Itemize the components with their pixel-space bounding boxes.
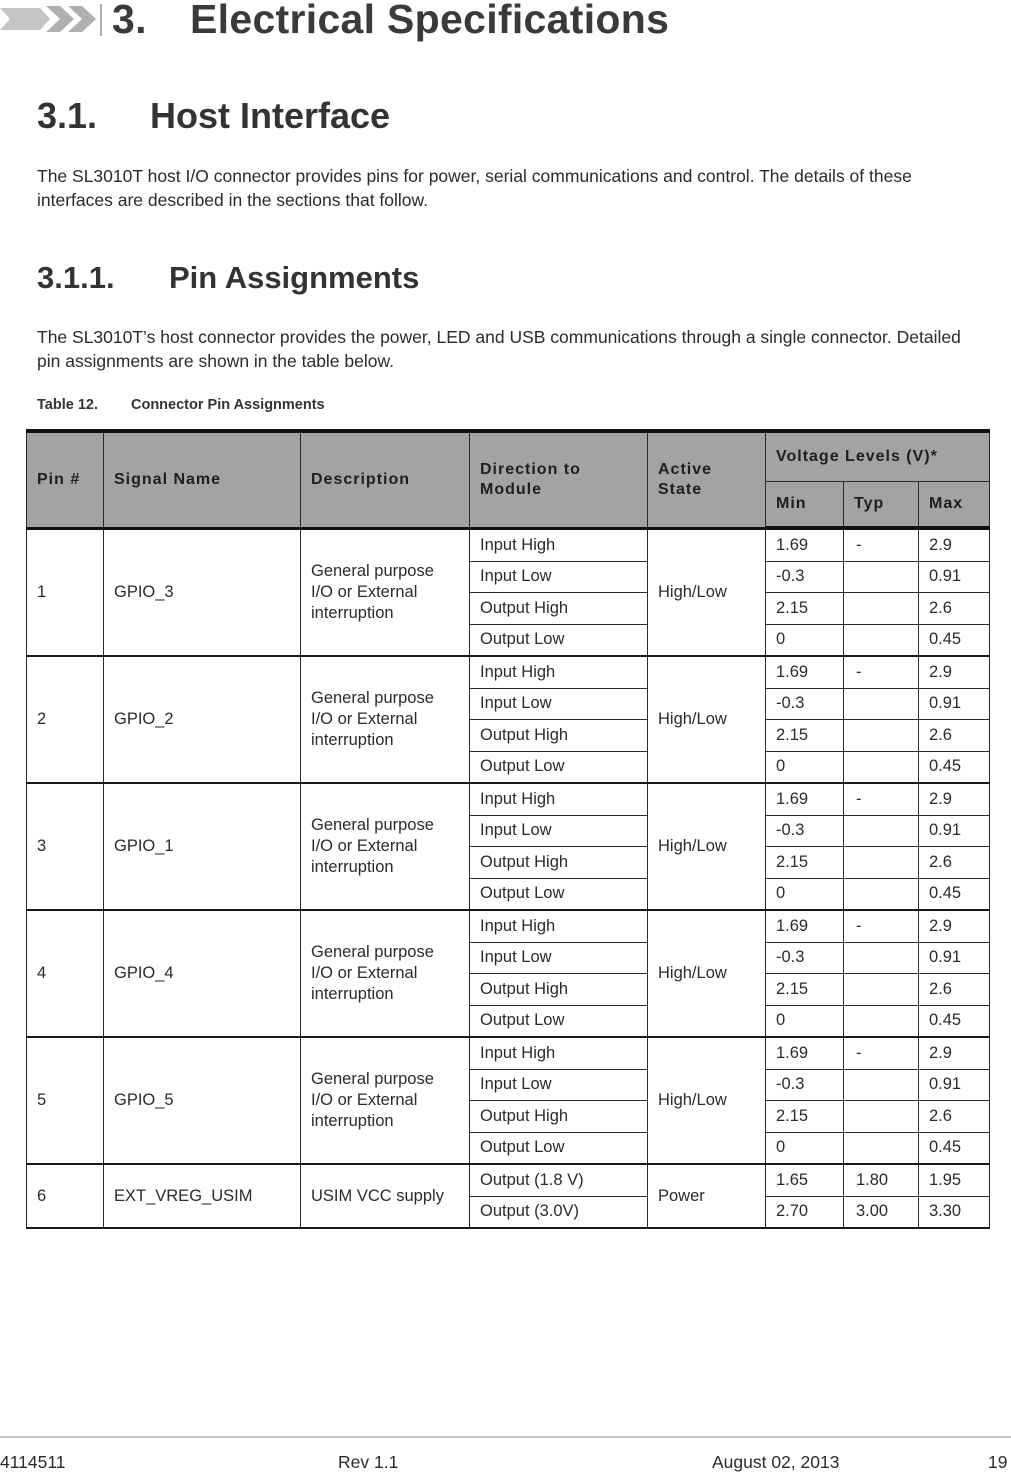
cell-max: 2.6 bbox=[919, 720, 990, 752]
cell-max: 0.91 bbox=[919, 561, 990, 593]
cell-direction: Output Low bbox=[470, 878, 648, 910]
cell-max: 0.45 bbox=[919, 1005, 990, 1037]
cell-active-state: Power bbox=[648, 1164, 766, 1228]
cell-direction: Output High bbox=[470, 847, 648, 879]
cell-min: 1.69 bbox=[766, 910, 844, 942]
chapter-title-text: Electrical Specifications bbox=[190, 0, 670, 42]
section-number: 3.1. bbox=[37, 95, 98, 136]
footer-doc-number: 4114511 bbox=[0, 1452, 66, 1472]
cell-typ bbox=[844, 1132, 919, 1164]
cell-direction: Output High bbox=[470, 593, 648, 625]
cell-typ bbox=[844, 815, 919, 847]
section-title bbox=[37, 95, 390, 137]
header-signal-name: Signal Name bbox=[104, 431, 301, 528]
cell-typ bbox=[844, 1069, 919, 1101]
cell-min: -0.3 bbox=[766, 688, 844, 720]
cell-active-state: High/Low bbox=[648, 910, 766, 1037]
connector-pin-table bbox=[26, 429, 990, 1229]
cell-active-state: High/Low bbox=[648, 1037, 766, 1164]
cell-min: -0.3 bbox=[766, 561, 844, 593]
cell-max: 2.9 bbox=[919, 910, 990, 942]
table-caption bbox=[37, 397, 325, 413]
cell-max: 0.45 bbox=[919, 878, 990, 910]
cell-typ: - bbox=[844, 783, 919, 815]
cell-description: General purpose I/O or External interruption bbox=[301, 656, 470, 783]
cell-max: 2.9 bbox=[919, 783, 990, 815]
table-row bbox=[27, 1037, 990, 1069]
cell-max: 1.95 bbox=[919, 1164, 990, 1196]
cell-typ bbox=[844, 942, 919, 974]
subsection-title bbox=[37, 260, 419, 296]
subsection-number: 3.1.1. bbox=[37, 260, 115, 295]
cell-direction: Input Low bbox=[470, 1069, 648, 1101]
cell-max: 2.9 bbox=[919, 528, 990, 561]
cell-signal-name: GPIO_4 bbox=[104, 910, 301, 1037]
cell-active-state: High/Low bbox=[648, 528, 766, 656]
cell-max: 0.45 bbox=[919, 751, 990, 783]
cell-max: 2.6 bbox=[919, 1101, 990, 1133]
cell-direction: Input Low bbox=[470, 688, 648, 720]
header-typ: Typ bbox=[844, 481, 919, 528]
chapter-number: 3. bbox=[112, 0, 147, 42]
cell-typ: - bbox=[844, 1037, 919, 1069]
cell-pin: 4 bbox=[27, 910, 104, 1037]
subsection-title-text: Pin Assignments bbox=[169, 260, 420, 295]
cell-direction: Output Low bbox=[470, 1005, 648, 1037]
cell-direction: Output (3.0V) bbox=[470, 1196, 648, 1228]
cell-signal-name: GPIO_3 bbox=[104, 528, 301, 656]
subsection-paragraph: The SL3010T’s host connector provides the power, LED and USB communications through a single connector. Detailed pin assignments are shown in the table below. bbox=[37, 327, 961, 371]
cell-max: 0.91 bbox=[919, 942, 990, 974]
table-caption-title: Connector Pin Assignments bbox=[131, 397, 325, 413]
cell-signal-name: GPIO_5 bbox=[104, 1037, 301, 1164]
cell-direction: Input High bbox=[470, 656, 648, 688]
cell-description: General purpose I/O or External interruption bbox=[301, 783, 470, 910]
cell-active-state: High/Low bbox=[648, 656, 766, 783]
header-active-state: Active State bbox=[648, 431, 766, 528]
cell-direction: Output (1.8 V) bbox=[470, 1164, 648, 1196]
table-row bbox=[27, 910, 990, 942]
cell-min: 1.69 bbox=[766, 528, 844, 561]
cell-min: 0 bbox=[766, 1132, 844, 1164]
header-description: Description bbox=[301, 431, 470, 528]
cell-description: General purpose I/O or External interruption bbox=[301, 910, 470, 1037]
cell-min: 0 bbox=[766, 1005, 844, 1037]
table-caption-label: Table 12. bbox=[37, 397, 98, 413]
cell-typ bbox=[844, 561, 919, 593]
cell-min: 1.69 bbox=[766, 783, 844, 815]
cell-typ bbox=[844, 720, 919, 752]
header-direction: Direction to Module bbox=[470, 431, 648, 528]
cell-typ bbox=[844, 624, 919, 656]
cell-min: 2.15 bbox=[766, 847, 844, 879]
cell-pin: 3 bbox=[27, 783, 104, 910]
cell-typ bbox=[844, 1101, 919, 1133]
cell-max: 2.9 bbox=[919, 656, 990, 688]
cell-direction: Input Low bbox=[470, 561, 648, 593]
cell-pin: 2 bbox=[27, 656, 104, 783]
cell-max: 0.91 bbox=[919, 1069, 990, 1101]
cell-min: 1.69 bbox=[766, 656, 844, 688]
cell-direction: Input High bbox=[470, 1037, 648, 1069]
cell-min: 2.15 bbox=[766, 1101, 844, 1133]
header-voltage-levels: Voltage Levels (V)* bbox=[766, 431, 990, 481]
cell-max: 2.9 bbox=[919, 1037, 990, 1069]
footer-date: August 02, 2013 bbox=[712, 1452, 840, 1472]
table-body bbox=[27, 528, 990, 1228]
cell-min: -0.3 bbox=[766, 815, 844, 847]
cell-description: USIM VCC supply bbox=[301, 1164, 470, 1228]
cell-min: 0 bbox=[766, 751, 844, 783]
chapter-title bbox=[112, 0, 669, 43]
cell-signal-name: EXT_VREG_USIM bbox=[104, 1164, 301, 1228]
footer-revision: Rev 1.1 bbox=[338, 1452, 399, 1472]
cell-typ: 3.00 bbox=[844, 1196, 919, 1228]
cell-direction: Output High bbox=[470, 1101, 648, 1133]
cell-direction: Input High bbox=[470, 528, 648, 561]
brand-chevron-logo-icon bbox=[0, 2, 104, 36]
cell-min: 2.15 bbox=[766, 720, 844, 752]
cell-min: 0 bbox=[766, 878, 844, 910]
footer-page-number: 19 bbox=[988, 1452, 1008, 1472]
cell-typ: 1.80 bbox=[844, 1164, 919, 1196]
cell-typ: - bbox=[844, 910, 919, 942]
cell-min: 1.69 bbox=[766, 1037, 844, 1069]
section-paragraph: The SL3010T host I/O connector provides pins for power, serial communications and control. The details of these interfaces are described in the sections that follow. bbox=[37, 166, 912, 210]
cell-direction: Output High bbox=[470, 720, 648, 752]
table-row bbox=[27, 528, 990, 561]
cell-pin: 6 bbox=[27, 1164, 104, 1228]
cell-direction: Input High bbox=[470, 910, 648, 942]
table-row bbox=[27, 783, 990, 815]
header-min: Min bbox=[766, 481, 844, 528]
cell-pin: 5 bbox=[27, 1037, 104, 1164]
cell-min: 2.15 bbox=[766, 593, 844, 625]
cell-typ bbox=[844, 878, 919, 910]
cell-pin: 1 bbox=[27, 528, 104, 656]
cell-max: 0.45 bbox=[919, 1132, 990, 1164]
cell-typ bbox=[844, 1005, 919, 1037]
cell-max: 2.6 bbox=[919, 593, 990, 625]
cell-signal-name: GPIO_1 bbox=[104, 783, 301, 910]
cell-max: 0.45 bbox=[919, 624, 990, 656]
section-title-text: Host Interface bbox=[150, 95, 391, 136]
cell-min: -0.3 bbox=[766, 1069, 844, 1101]
cell-typ bbox=[844, 974, 919, 1006]
cell-min: -0.3 bbox=[766, 942, 844, 974]
cell-direction: Output Low bbox=[470, 624, 648, 656]
cell-min: 0 bbox=[766, 624, 844, 656]
cell-description: General purpose I/O or External interruption bbox=[301, 528, 470, 656]
cell-min: 2.70 bbox=[766, 1196, 844, 1228]
cell-direction: Output Low bbox=[470, 751, 648, 783]
cell-max: 0.91 bbox=[919, 688, 990, 720]
cell-direction: Input Low bbox=[470, 815, 648, 847]
cell-description: General purpose I/O or External interruption bbox=[301, 1037, 470, 1164]
cell-direction: Output Low bbox=[470, 1132, 648, 1164]
cell-typ bbox=[844, 847, 919, 879]
cell-min: 1.65 bbox=[766, 1164, 844, 1196]
table-row bbox=[27, 656, 990, 688]
cell-typ: - bbox=[844, 528, 919, 561]
cell-typ bbox=[844, 751, 919, 783]
table-row bbox=[27, 1164, 990, 1196]
cell-max: 2.6 bbox=[919, 974, 990, 1006]
cell-max: 3.30 bbox=[919, 1196, 990, 1228]
footer-divider bbox=[0, 1436, 1011, 1438]
cell-active-state: High/Low bbox=[648, 783, 766, 910]
cell-typ: - bbox=[844, 656, 919, 688]
header-max: Max bbox=[919, 481, 990, 528]
cell-direction: Output High bbox=[470, 974, 648, 1006]
cell-direction: Input Low bbox=[470, 942, 648, 974]
header-pin: Pin # bbox=[27, 431, 104, 528]
cell-max: 0.91 bbox=[919, 815, 990, 847]
cell-max: 2.6 bbox=[919, 847, 990, 879]
cell-typ bbox=[844, 593, 919, 625]
cell-signal-name: GPIO_2 bbox=[104, 656, 301, 783]
cell-min: 2.15 bbox=[766, 974, 844, 1006]
cell-typ bbox=[844, 688, 919, 720]
cell-direction: Input High bbox=[470, 783, 648, 815]
